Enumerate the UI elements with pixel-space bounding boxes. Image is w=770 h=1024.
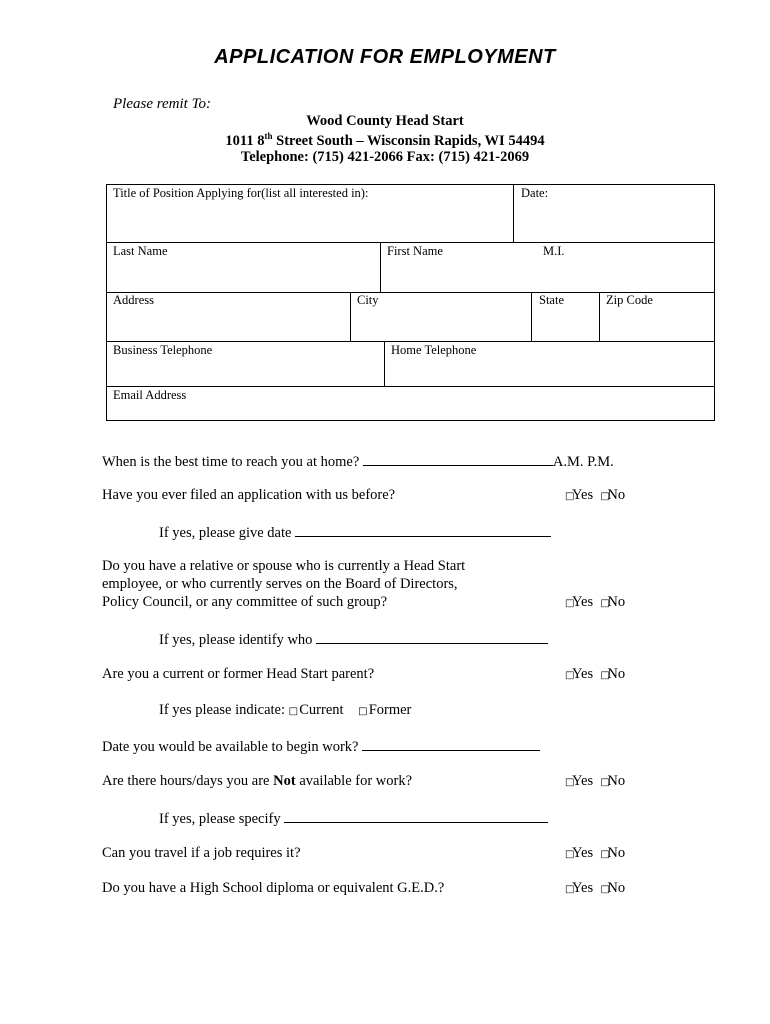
organization-phone: Telephone: (715) 421-2066 Fax: (715) 421-2069 xyxy=(240,149,530,165)
filed-date-text: If yes, please give date xyxy=(159,525,296,541)
grid-divider xyxy=(513,184,514,242)
checkbox-icon[interactable]: □ xyxy=(565,849,575,860)
former-checkbox[interactable] xyxy=(358,702,411,718)
travel-question: Can you travel if a job requires it? xyxy=(102,845,301,861)
position-field-label[interactable]: Title of Position Applying for(list all interested in): xyxy=(113,186,369,200)
parent-indicate-question xyxy=(159,702,411,719)
am-pm-label[interactable]: A.M. P.M. xyxy=(552,454,614,470)
diploma-question: Do you have a High School diploma or equivalent G.E.D.? xyxy=(102,880,445,896)
checkbox-icon[interactable]: □ xyxy=(565,777,575,788)
no-label: No xyxy=(607,487,626,503)
begin-work-blank[interactable] xyxy=(362,737,540,751)
business-phone-field-label[interactable]: Business Telephone xyxy=(113,343,213,357)
no-checkbox[interactable] xyxy=(600,666,625,682)
grid-divider xyxy=(106,386,715,387)
grid-divider xyxy=(531,292,532,341)
yes-checkbox[interactable] xyxy=(565,487,593,503)
no-checkbox[interactable] xyxy=(600,487,625,503)
hours-text-pre: Are there hours/days you are xyxy=(102,773,274,789)
no-label: No xyxy=(607,594,626,610)
relative-question-line-1: Do you have a relative or spouse who is currently a Head Start xyxy=(102,558,466,574)
grid-divider xyxy=(384,341,385,386)
no-label: No xyxy=(607,666,626,682)
checkbox-icon[interactable]: □ xyxy=(600,670,610,681)
checkbox-icon[interactable]: □ xyxy=(600,598,610,609)
yes-checkbox[interactable] xyxy=(565,594,593,610)
former-label: Former xyxy=(365,702,412,718)
email-field-label[interactable]: Email Address xyxy=(113,388,187,402)
checkbox-icon[interactable]: □ xyxy=(600,849,610,860)
current-checkbox[interactable] xyxy=(289,702,344,718)
no-label: No xyxy=(607,845,626,861)
filed-date-question xyxy=(159,523,551,542)
relative-question-line-2: employee, or who currently serves on the Board of Directors, xyxy=(102,576,458,592)
relative-identify-text: If yes, please identify who xyxy=(159,632,317,648)
travel-options xyxy=(565,845,625,862)
no-checkbox[interactable] xyxy=(600,880,625,896)
relative-options xyxy=(565,594,625,611)
hours-not-emphasis: Not xyxy=(273,773,296,789)
hours-text-post: available for work? xyxy=(295,773,413,789)
grid-divider xyxy=(380,242,381,292)
no-checkbox[interactable] xyxy=(600,773,625,789)
grid-divider xyxy=(106,242,715,243)
no-checkbox[interactable] xyxy=(600,845,625,861)
zip-field-label[interactable]: Zip Code xyxy=(606,293,653,307)
checkbox-icon[interactable]: □ xyxy=(358,706,368,717)
state-field-label[interactable]: State xyxy=(539,293,564,307)
checkbox-icon[interactable]: □ xyxy=(565,491,575,502)
best-time-text: When is the best time to reach you at home? xyxy=(102,454,363,470)
organization-name: Wood County Head Start xyxy=(306,113,464,129)
yes-checkbox[interactable] xyxy=(565,666,593,682)
hours-specify-question xyxy=(159,809,548,828)
begin-work-question xyxy=(102,737,540,756)
middle-initial-field-label[interactable]: M.I. xyxy=(543,244,565,258)
grid-divider xyxy=(350,292,351,341)
address-post: Street South – Wisconsin Rapids, WI 54494 xyxy=(272,132,545,149)
checkbox-icon[interactable]: □ xyxy=(288,706,299,717)
address-sup: th xyxy=(264,131,273,141)
checkbox-icon[interactable]: □ xyxy=(600,491,610,502)
no-label: No xyxy=(607,773,626,789)
filed-before-options xyxy=(565,487,625,504)
relative-question-line-3: Policy Council, or any committee of such group? xyxy=(102,594,388,610)
filed-date-blank[interactable] xyxy=(295,523,551,537)
begin-work-text: Date you would be available to begin work? xyxy=(102,739,363,755)
yes-label: Yes xyxy=(572,487,594,503)
checkbox-icon[interactable]: □ xyxy=(565,884,575,895)
form-title: APPLICATION FOR EMPLOYMENT xyxy=(214,46,556,68)
hours-specify-text: If yes, please specify xyxy=(159,811,285,827)
current-label: Current xyxy=(295,702,344,718)
address-pre: 1011 8 xyxy=(225,132,265,149)
date-field-label[interactable]: Date: xyxy=(521,186,549,200)
diploma-options xyxy=(565,880,625,897)
checkbox-icon[interactable]: □ xyxy=(565,670,575,681)
last-name-field-label[interactable]: Last Name xyxy=(113,244,168,258)
best-time-blank[interactable] xyxy=(363,452,553,466)
hours-specify-blank[interactable] xyxy=(284,809,548,823)
city-field-label[interactable]: City xyxy=(357,293,379,307)
no-label: No xyxy=(607,880,626,896)
home-phone-field-label[interactable]: Home Telephone xyxy=(391,343,477,357)
yes-checkbox[interactable] xyxy=(565,773,593,789)
yes-label: Yes xyxy=(572,773,594,789)
yes-checkbox[interactable] xyxy=(565,845,593,861)
parent-indicate-text: If yes please indicate: xyxy=(159,702,289,718)
yes-label: Yes xyxy=(572,594,594,610)
yes-label: Yes xyxy=(572,880,594,896)
first-name-field-label[interactable]: First Name xyxy=(387,244,443,258)
best-time-question xyxy=(102,452,614,471)
grid-divider xyxy=(599,292,600,341)
hours-question xyxy=(102,773,412,790)
filed-before-question: Have you ever filed an application with us before? xyxy=(102,487,396,503)
relative-identify-question xyxy=(159,630,548,649)
parent-question: Are you a current or former Head Start parent? xyxy=(102,666,375,682)
yes-checkbox[interactable] xyxy=(565,880,593,896)
parent-options xyxy=(565,666,625,683)
checkbox-icon[interactable]: □ xyxy=(600,884,610,895)
checkbox-icon[interactable]: □ xyxy=(565,598,575,609)
yes-label: Yes xyxy=(572,845,594,861)
address-field-label[interactable]: Address xyxy=(113,293,154,307)
organization-address xyxy=(0,131,770,150)
grid-divider xyxy=(106,341,715,342)
checkbox-icon[interactable]: □ xyxy=(600,777,610,788)
no-checkbox[interactable] xyxy=(600,594,625,610)
relative-identify-blank[interactable] xyxy=(316,630,548,644)
hours-options xyxy=(565,773,625,790)
yes-label: Yes xyxy=(572,666,594,682)
remit-label: Please remit To: xyxy=(113,96,212,112)
